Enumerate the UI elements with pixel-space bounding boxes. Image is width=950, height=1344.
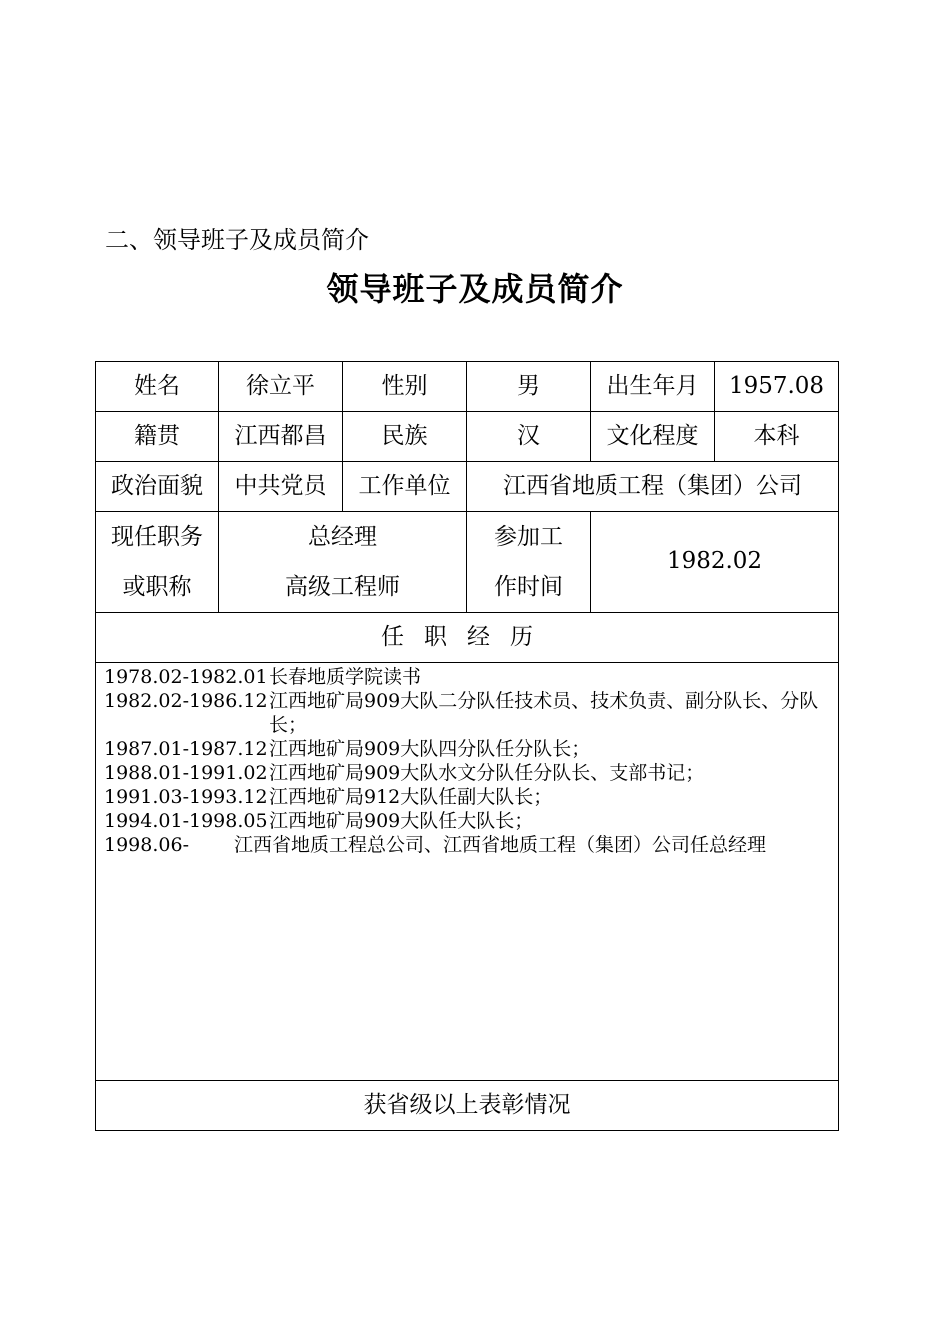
name-value: 徐立平 [219, 362, 343, 412]
education-value: 本科 [715, 412, 839, 462]
political-status-value: 中共党员 [219, 462, 343, 512]
native-place-value: 江西都昌 [219, 412, 343, 462]
birth-value: 1957.08 [715, 362, 839, 412]
career-period: 1987.01-1987.12 [104, 738, 268, 760]
career-desc: 江西地矿局909大队水文分队任分队长、支部书记； [269, 762, 705, 784]
ethnicity-value: 汉 [467, 412, 591, 462]
career-desc: 长春地质学院读书 [269, 666, 422, 688]
career-desc: 江西地矿局912大队任副大队长； [269, 786, 553, 808]
work-start-label [467, 512, 591, 613]
career-header-row [96, 613, 839, 663]
career-header: 任职经历 [96, 613, 839, 663]
employer-label: 工作单位 [343, 462, 467, 512]
career-item [104, 689, 830, 737]
career-item [104, 809, 830, 833]
ethnicity-label: 民族 [343, 412, 467, 462]
name-label: 姓名 [96, 362, 219, 412]
career-desc: 江西地矿局909大队任大队长； [269, 810, 534, 832]
native-place-label: 籍贯 [96, 412, 219, 462]
career-item [104, 785, 830, 809]
career-desc: 江西地矿局909大队四分队任分队长； [269, 738, 591, 760]
position-label-line2: 或职称 [122, 574, 192, 600]
gender-label: 性别 [343, 362, 467, 412]
profile-table [95, 361, 839, 1131]
political-status-label: 政治面貌 [96, 462, 219, 512]
career-list [96, 663, 839, 1081]
work-start-label-line1: 参加工 [494, 524, 563, 550]
career-item [104, 833, 830, 857]
profile-row-4 [96, 512, 839, 613]
profile-row-2 [96, 412, 839, 462]
position-label-line1: 现任职务 [111, 524, 203, 550]
section-heading: 二、领导班子及成员简介 [105, 226, 369, 254]
birth-label: 出生年月 [591, 362, 715, 412]
career-period: 1978.02-1982.01 [104, 666, 268, 688]
career-item [104, 737, 830, 761]
employer-value: 江西省地质工程（集团）公司 [467, 462, 839, 512]
career-period: 1998.06- [104, 834, 189, 856]
career-period: 1982.02-1986.12 [104, 690, 268, 712]
work-start-label-line2: 作时间 [494, 574, 563, 600]
career-period: 1994.01-1998.05 [104, 810, 268, 832]
document-title: 领导班子及成员简介 [326, 270, 624, 308]
profile-row-1 [96, 362, 839, 412]
position-line1: 总经理 [308, 524, 377, 550]
awards-header-row [96, 1081, 839, 1131]
career-period: 1988.01-1991.02 [104, 762, 268, 784]
awards-header: 获省级以上表彰情况 [96, 1081, 839, 1131]
position-line2: 高级工程师 [285, 574, 400, 600]
career-desc: 江西省地质工程总公司、江西省地质工程（集团）公司任总经理 [234, 834, 767, 856]
profile-row-3 [96, 462, 839, 512]
career-item [104, 761, 830, 785]
career-item [104, 665, 830, 689]
education-label: 文化程度 [591, 412, 715, 462]
work-start-value: 1982.02 [591, 512, 839, 613]
gender-value: 男 [467, 362, 591, 412]
position-label [96, 512, 219, 613]
career-desc: 江西地矿局909大队二分队任技术员、技术负责、副分队长、分队长； [269, 690, 819, 736]
position-value [219, 512, 467, 613]
career-period: 1991.03-1993.12 [104, 786, 268, 808]
career-row [96, 663, 839, 1081]
